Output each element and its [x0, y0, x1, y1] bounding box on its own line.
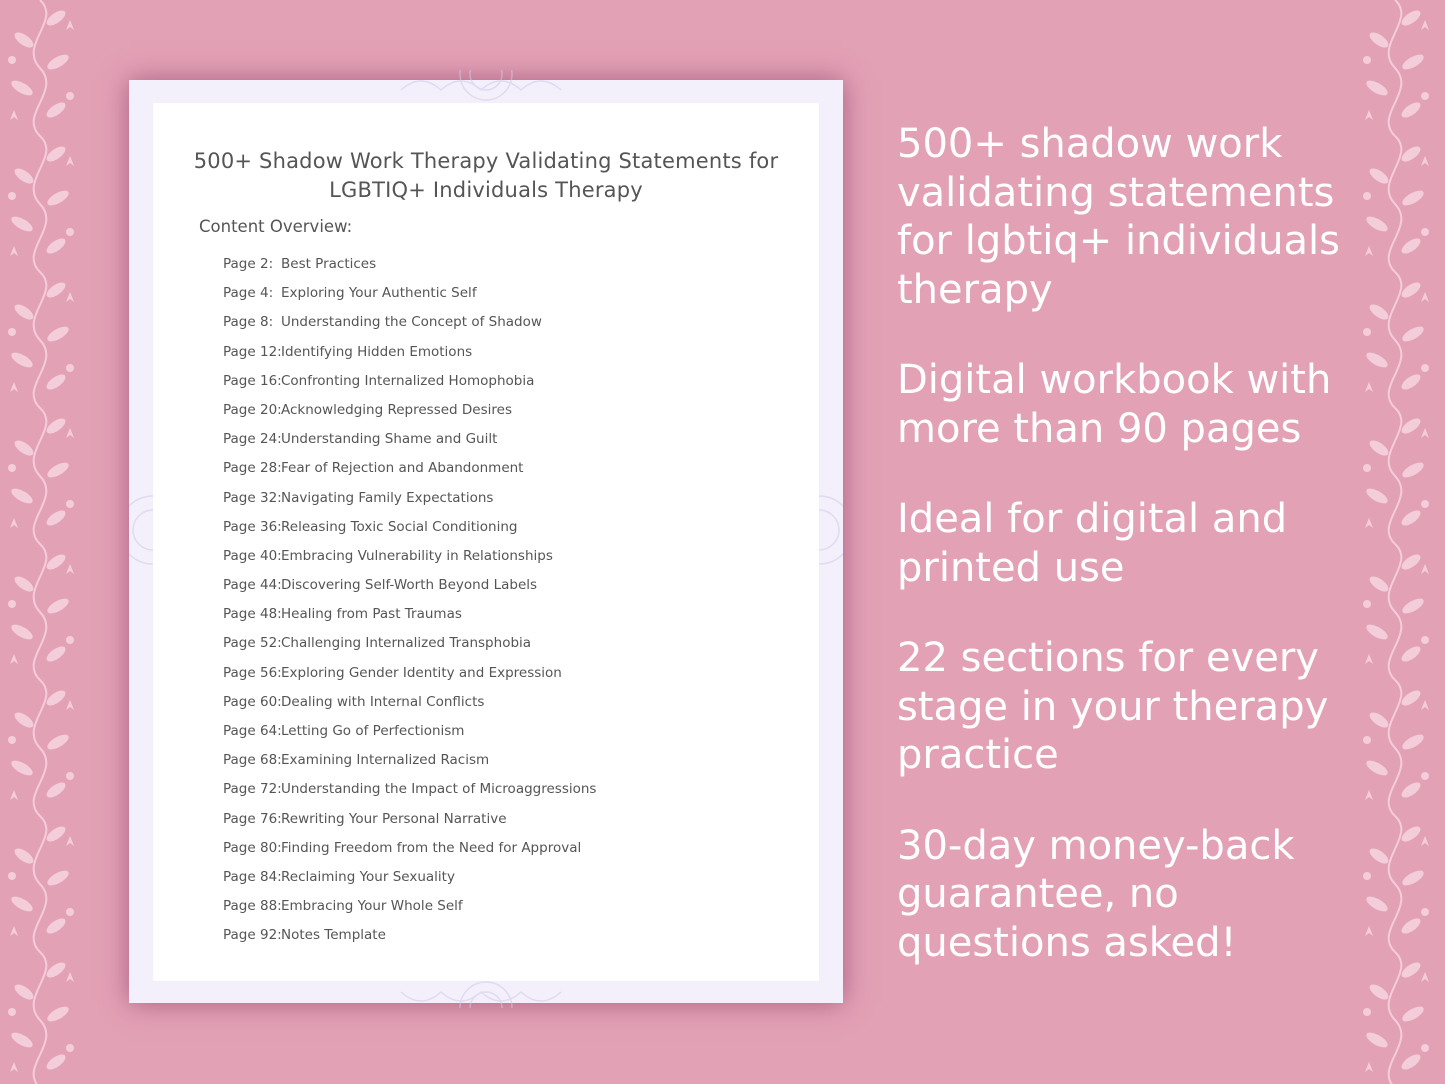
- toc-item: [223, 895, 596, 924]
- toc-page-number: Page 60:: [223, 693, 282, 710]
- toc-item: [223, 603, 596, 632]
- table-of-contents: [223, 253, 596, 954]
- toc-page-number: Page 16:: [223, 372, 282, 389]
- document-content: [153, 103, 819, 981]
- toc-item: [223, 545, 596, 574]
- toc-page-number: Page 72:: [223, 781, 282, 798]
- toc-section-title: Identifying Hidden Emotions: [281, 343, 473, 360]
- toc-item: [223, 457, 596, 486]
- toc-item: [223, 749, 596, 778]
- toc-item: [223, 428, 596, 457]
- toc-page-number: Page 64:: [223, 723, 282, 739]
- toc-section-title: Healing from Past Traumas: [281, 606, 462, 623]
- floral-border-left: [0, 0, 95, 1084]
- toc-item: [223, 924, 596, 953]
- toc-item: [223, 311, 596, 340]
- feature-list: [897, 120, 1367, 1009]
- toc-item: [223, 808, 596, 837]
- toc-item: [223, 778, 596, 807]
- toc-section-title: Reclaiming Your Sexuality: [281, 868, 455, 885]
- toc-page-number: Page 52:: [223, 635, 282, 652]
- toc-item: [223, 632, 596, 661]
- toc-section-title: Rewriting Your Personal Narrative: [281, 810, 507, 827]
- toc-item: [223, 370, 596, 399]
- toc-item: [223, 662, 596, 691]
- feature-text: 500+ shadow work validating statements for lgbtiq+ individuals therapy: [897, 121, 1340, 313]
- toc-page-number: Page 40:: [223, 547, 282, 564]
- mandala-bottom-ornament: [381, 978, 591, 1008]
- document-title-line: LGBTIQ+ Individuals Therapy: [329, 178, 643, 203]
- toc-item: [223, 399, 596, 428]
- toc-section-title: Embracing Your Whole Self: [281, 898, 463, 915]
- toc-page-number: Page 32:: [223, 489, 282, 506]
- toc-page-number: Page 92:: [223, 927, 282, 944]
- feature-text: 22 sections for every stage in your therapy practice: [897, 635, 1329, 778]
- toc-section-title: Finding Freedom from the Need for Approval: [281, 839, 582, 856]
- toc-section-title: Acknowledging Repressed Desires: [281, 401, 512, 418]
- toc-section-title: Confronting Internalized Homophobia: [281, 372, 535, 389]
- toc-page-number: Page 68:: [223, 752, 282, 769]
- toc-page-number: Page 12:: [223, 343, 282, 360]
- toc-item: [223, 341, 596, 370]
- mandala-right-ornament: [819, 460, 843, 600]
- toc-section-title: Understanding Shame and Guilt: [281, 431, 498, 448]
- toc-item: [223, 516, 596, 545]
- toc-page-number: Page 84:: [223, 868, 282, 885]
- toc-page-number: Page 28:: [223, 460, 282, 477]
- document-preview: [129, 80, 843, 1003]
- toc-page-number: Page 4:: [223, 285, 274, 302]
- toc-page-number: Page 88:: [223, 898, 282, 915]
- toc-section-title: Understanding the Concept of Shadow: [281, 314, 542, 331]
- toc-page-number: Page 76:: [223, 810, 282, 827]
- feature-text: 30-day money-back guarantee, no questions asked!: [897, 822, 1295, 966]
- content-overview-label: Content Overview:: [199, 217, 353, 236]
- toc-page-number: Page 24:: [223, 431, 282, 448]
- mandala-top-ornament: [381, 70, 591, 104]
- toc-item: [223, 253, 596, 282]
- toc-section-title: Understanding the Impact of Microaggressions: [281, 781, 597, 798]
- toc-section-title: Fear of Rejection and Abandonment: [281, 460, 524, 477]
- toc-item: [223, 720, 596, 749]
- toc-section-title: Exploring Your Authentic Self: [281, 285, 477, 302]
- toc-section-title: Challenging Internalized Transphobia: [281, 635, 532, 652]
- toc-section-title: Notes Template: [281, 927, 386, 944]
- toc-page-number: Page 2:: [223, 256, 274, 272]
- toc-page-number: Page 44:: [223, 577, 282, 594]
- toc-item: [223, 282, 596, 311]
- document-title-line: 500+ Shadow Work Therapy Validating Statements for: [193, 149, 779, 174]
- toc-page-number: Page 36:: [223, 518, 282, 535]
- document-title: [153, 147, 819, 205]
- toc-section-title: Releasing Toxic Social Conditioning: [281, 518, 518, 535]
- toc-section-title: Best Practices: [281, 256, 377, 272]
- toc-item: [223, 574, 596, 603]
- toc-page-number: Page 8:: [223, 314, 274, 331]
- toc-section-title: Embracing Vulnerability in Relationships: [281, 547, 553, 564]
- toc-page-number: Page 80:: [223, 839, 282, 856]
- toc-page-number: Page 48:: [223, 606, 282, 623]
- toc-section-title: Letting Go of Perfectionism: [281, 723, 465, 739]
- toc-item: [223, 866, 596, 895]
- toc-section-title: Dealing with Internal Conflicts: [281, 693, 485, 710]
- toc-item: [223, 691, 596, 720]
- toc-page-number: Page 20:: [223, 401, 282, 418]
- toc-page-number: Page 56:: [223, 664, 282, 681]
- toc-section-title: Discovering Self-Worth Beyond Labels: [281, 577, 538, 594]
- feature-text: Ideal for digital and printed use: [897, 496, 1288, 591]
- feature-text: Digital workbook with more than 90 pages: [897, 357, 1332, 452]
- toc-section-title: Exploring Gender Identity and Expression: [281, 664, 562, 681]
- mandala-left-ornament: [129, 460, 153, 600]
- toc-section-title: Navigating Family Expectations: [281, 489, 494, 506]
- toc-item: [223, 487, 596, 516]
- toc-section-title: Examining Internalized Racism: [281, 752, 490, 769]
- toc-item: [223, 837, 596, 866]
